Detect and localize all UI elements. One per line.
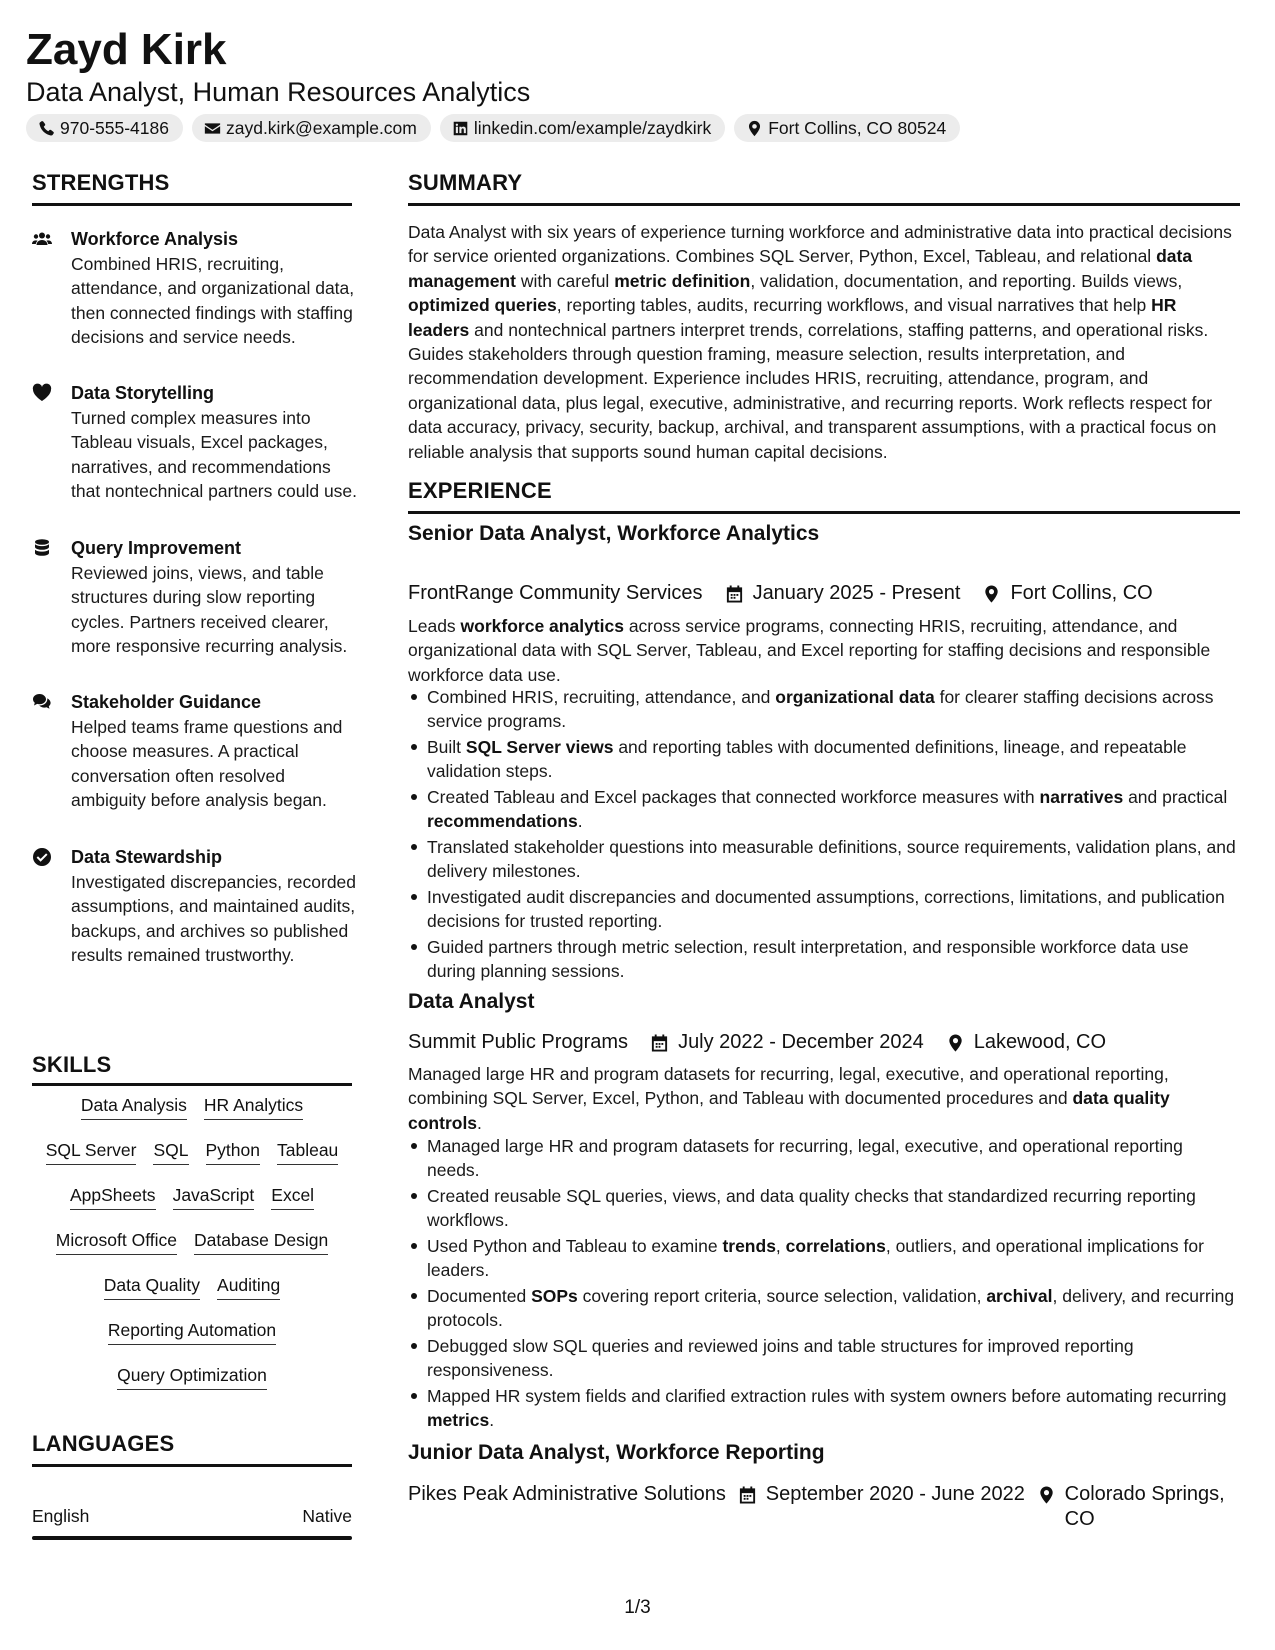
- text-run: covering report criteria, source selection, validation,: [577, 1286, 987, 1306]
- job-meta: [408, 581, 1153, 606]
- bullet-item: [408, 835, 1238, 884]
- text-run: and reporting tables with documented definitions, lineage, and repeatable validation steps.: [427, 737, 1187, 782]
- strength-title: Data Storytelling: [71, 383, 215, 403]
- skill-tag: SQL: [153, 1138, 188, 1165]
- bullet-item: [408, 1234, 1238, 1283]
- skill-tag: SQL Server: [46, 1138, 137, 1165]
- job-intro: [408, 1062, 1240, 1135]
- job-company: Summit Public Programs: [408, 1031, 629, 1053]
- strength-title: Stakeholder Guidance: [71, 692, 262, 712]
- calendar-icon: [738, 1485, 757, 1505]
- strength-description: Combined HRIS, recruiting, attendance, and organizational data, then connected findings with staffing decisions and service needs.: [71, 254, 355, 348]
- bullet-item: [408, 1384, 1238, 1433]
- text-run: Created reusable SQL queries, views, and data quality checks that standardized recurring reporting workflows.: [427, 1186, 1196, 1231]
- text-run: Managed large HR and program datasets for recurring, legal, executive, and operational reporting needs.: [427, 1136, 1183, 1181]
- bullet-item: [408, 1184, 1238, 1233]
- strength-description: Helped teams frame questions and choose measures. A practical conversation often resolved ambiguity before analysis began.: [71, 717, 343, 811]
- strength-description: Reviewed joins, views, and table structures during slow reporting cycles. Partners received clearer, more responsive recurring analysis.: [71, 563, 348, 657]
- summary-heading: SUMMARY: [408, 170, 523, 195]
- bullet-item: [408, 1334, 1238, 1383]
- location-chip: [734, 114, 960, 142]
- summary-rule: [408, 203, 1240, 206]
- page-number: 1/3: [624, 1597, 651, 1618]
- language-name: English: [32, 1506, 90, 1526]
- strength-description: Turned complex measures into Tableau visuals, Excel packages, narratives, and recommendations that nontechnical partners could use.: [71, 408, 358, 502]
- language-level-bar: [32, 1536, 352, 1540]
- skill-tag: Auditing: [217, 1273, 280, 1300]
- job-meta: [408, 1030, 1106, 1055]
- text-run: Managed large HR and program datasets for recurring, legal, executive, and operational reporting, combining SQL Server, Excel, Python, and Tableau with documented procedures and: [408, 1064, 1169, 1109]
- text-run: Leads: [408, 616, 461, 636]
- skill-tag: Tableau: [277, 1138, 338, 1165]
- text-run: .: [577, 811, 583, 832]
- text-run: with careful: [515, 270, 615, 291]
- bullet-item: [408, 935, 1238, 984]
- job-intro: [408, 614, 1226, 687]
- linkedin-text: linkedin.com/example/zaydkirk: [473, 117, 712, 138]
- emphasis-text: organizational data: [775, 687, 935, 707]
- languages-heading: LANGUAGES: [32, 1431, 175, 1456]
- phone-text: 970-555-4186: [60, 117, 169, 138]
- emphasis-text: metrics: [427, 1410, 490, 1431]
- text-run: Used Python and Tableau to examine: [427, 1236, 723, 1256]
- summary-text: [408, 220, 1240, 464]
- text-run: across service programs, connecting HRIS, recruiting, attendance, and organizational data with SQL Server, Tableau, and Excel reporting for staffing decisions and responsible workforce data use.: [408, 616, 1211, 685]
- languages-rule: [32, 1464, 352, 1467]
- emphasis-text: archival: [986, 1286, 1053, 1306]
- text-run: Data Analyst with six years of experience turning workforce and administrative data into practical decisions for service oriented organizations. Combines SQL Server, Python, Excel, Tableau, and relational: [408, 222, 1232, 267]
- contact-bar: [26, 114, 960, 142]
- bullet-item: [408, 1284, 1238, 1333]
- job-company: Pikes Peak Administrative Solutions: [408, 1483, 726, 1505]
- bullet-item: [408, 735, 1238, 784]
- skill-tag: Reporting Automation: [108, 1318, 276, 1345]
- text-run: ,: [775, 1236, 786, 1256]
- emphasis-text: data quality controls: [408, 1088, 1170, 1133]
- job-title: Data Analyst: [408, 990, 535, 1013]
- bullet-item: [408, 885, 1238, 934]
- text-run: Mapped HR system fields and clarified extraction rules with system owners before automating recurring: [427, 1386, 1227, 1406]
- emphasis-text: correlations: [785, 1236, 886, 1256]
- text-run: for clearer staffing decisions across service programs.: [427, 687, 1214, 732]
- emphasis-text: optimized queries: [408, 295, 557, 316]
- text-run: Investigated audit discrepancies and documented assumptions, corrections, limitations, and publication decisions for trusted reporting.: [427, 887, 1225, 932]
- database-icon: [32, 538, 54, 558]
- map-pin-icon: [946, 1033, 965, 1053]
- linkedin-chip[interactable]: [440, 114, 725, 142]
- experience-rule: [408, 511, 1240, 514]
- language-level: Native: [302, 1506, 352, 1526]
- strength-title: Workforce Analysis: [71, 229, 239, 249]
- text-run: .: [489, 1410, 495, 1431]
- job-location: Fort Collins, CO: [1010, 582, 1153, 604]
- map-pin-icon: [982, 584, 1001, 604]
- text-run: and nontechnical partners interpret trends, correlations, staffing patterns, and operational risks. Guides stakeholders through question framing, measure selection, results interpretation, and recommendation development. Experience includes HRIS, recruiting, attendance, program, and organizational data, plus legal, executive, administrative, and recurring reports. Work reflects respect for data accuracy, privacy, security, backup, archival, and transparent assumptions, with a practical focus on reliable analysis that supports sound human capital decisions.: [408, 319, 1217, 462]
- text-run: Created Tableau and Excel packages that connected workforce measures with: [427, 787, 1040, 807]
- candidate-headline: Data Analyst, Human Resources Analytics: [26, 77, 531, 107]
- heart-icon: [32, 383, 54, 403]
- email-chip[interactable]: [192, 114, 431, 142]
- text-run: , delivery, and recurring protocols.: [427, 1286, 1235, 1331]
- emphasis-text: trends: [722, 1236, 776, 1256]
- skill-tag: JavaScript: [173, 1183, 255, 1210]
- experience-heading: EXPERIENCE: [408, 478, 552, 503]
- emphasis-text: SOPs: [531, 1286, 578, 1306]
- calendar-icon: [650, 1033, 669, 1053]
- email-text: zayd.kirk@example.com: [225, 117, 417, 138]
- strength-title: Query Improvement: [71, 538, 242, 558]
- text-run: , reporting tables, audits, recurring workflows, and visual narratives that help: [556, 295, 1152, 316]
- job-meta: [408, 1482, 1238, 1532]
- map-pin-icon: [1037, 1485, 1056, 1505]
- location-text: Fort Collins, CO 80524: [768, 117, 947, 138]
- text-run: Translated stakeholder questions into measurable definitions, source requirements, validation plans, and delivery milestones.: [427, 837, 1236, 882]
- skill-tag: Python: [206, 1138, 260, 1165]
- text-run: , validation, documentation, and reporting. Builds views,: [750, 270, 1183, 291]
- skill-tag: HR Analytics: [204, 1093, 303, 1120]
- text-run: Debugged slow SQL queries and reviewed joins and table structures for improved reporting responsiveness.: [427, 1336, 1134, 1381]
- skill-tag: AppSheets: [70, 1183, 156, 1210]
- phone-icon: [38, 120, 55, 137]
- emphasis-text: data management: [408, 246, 1193, 291]
- strength-description: Investigated discrepancies, recorded assumptions, and maintained audits, backups, and archives so published results remained trustworthy.: [71, 872, 357, 966]
- phone-chip[interactable]: [26, 114, 183, 142]
- text-run: Guided partners through metric selection, result interpretation, and responsible workforce data use during planning sessions.: [427, 937, 1189, 982]
- skill-tag: Data Analysis: [81, 1093, 187, 1120]
- text-run: and practical: [1123, 787, 1228, 807]
- skill-tag: Excel: [271, 1183, 314, 1210]
- text-run: Combined HRIS, recruiting, attendance, and: [427, 687, 776, 707]
- job-location: Colorado Springs, CO: [1064, 1483, 1225, 1530]
- job-dates: January 2025 - Present: [752, 582, 961, 604]
- bullet-item: [408, 785, 1238, 834]
- skill-tag: Query Optimization: [117, 1363, 267, 1390]
- job-dates: September 2020 - June 2022: [765, 1483, 1025, 1505]
- job-dates: July 2022 - December 2024: [678, 1031, 924, 1053]
- job-bullets: [408, 685, 1238, 985]
- strengths-heading: STRENGTHS: [32, 170, 170, 195]
- emphasis-text: recommendations: [427, 811, 578, 832]
- bullet-item: [408, 1134, 1238, 1183]
- text-run: , outliers, and operational implications for leaders.: [427, 1236, 1204, 1281]
- job-bullets: [408, 1134, 1238, 1434]
- skills-list: [32, 1093, 352, 1408]
- emphasis-text: SQL Server views: [465, 737, 614, 757]
- text-run: Documented: [427, 1286, 532, 1306]
- skill-tag: Data Quality: [104, 1273, 200, 1300]
- strength-title: Data Stewardship: [71, 847, 223, 867]
- emphasis-text: metric definition: [614, 270, 751, 291]
- calendar-icon: [725, 584, 744, 604]
- comments-icon: [32, 692, 54, 712]
- strengths-rule: [32, 203, 352, 206]
- users-icon: [32, 229, 54, 249]
- job-company: FrontRange Community Services: [408, 582, 703, 604]
- job-title: Junior Data Analyst, Workforce Reporting: [408, 1441, 825, 1464]
- text-run: Built: [427, 737, 466, 757]
- bullet-item: [408, 685, 1238, 734]
- emphasis-text: HR leaders: [408, 295, 1177, 340]
- linkedin-icon: [452, 120, 469, 137]
- envelope-icon: [204, 120, 221, 137]
- skills-rule: [32, 1083, 352, 1086]
- check-circle-icon: [32, 847, 54, 867]
- emphasis-text: narratives: [1039, 787, 1124, 807]
- text-run: .: [477, 1112, 482, 1133]
- job-title: Senior Data Analyst, Workforce Analytics: [408, 522, 820, 545]
- skills-heading: SKILLS: [32, 1052, 112, 1077]
- map-pin-icon: [746, 120, 763, 137]
- skill-tag: Database Design: [194, 1228, 328, 1255]
- emphasis-text: workforce analytics: [460, 616, 624, 636]
- candidate-name: Zayd Kirk: [26, 25, 227, 74]
- skill-tag: Microsoft Office: [56, 1228, 177, 1255]
- language-row: [32, 1504, 352, 1528]
- job-location: Lakewood, CO: [973, 1031, 1107, 1053]
